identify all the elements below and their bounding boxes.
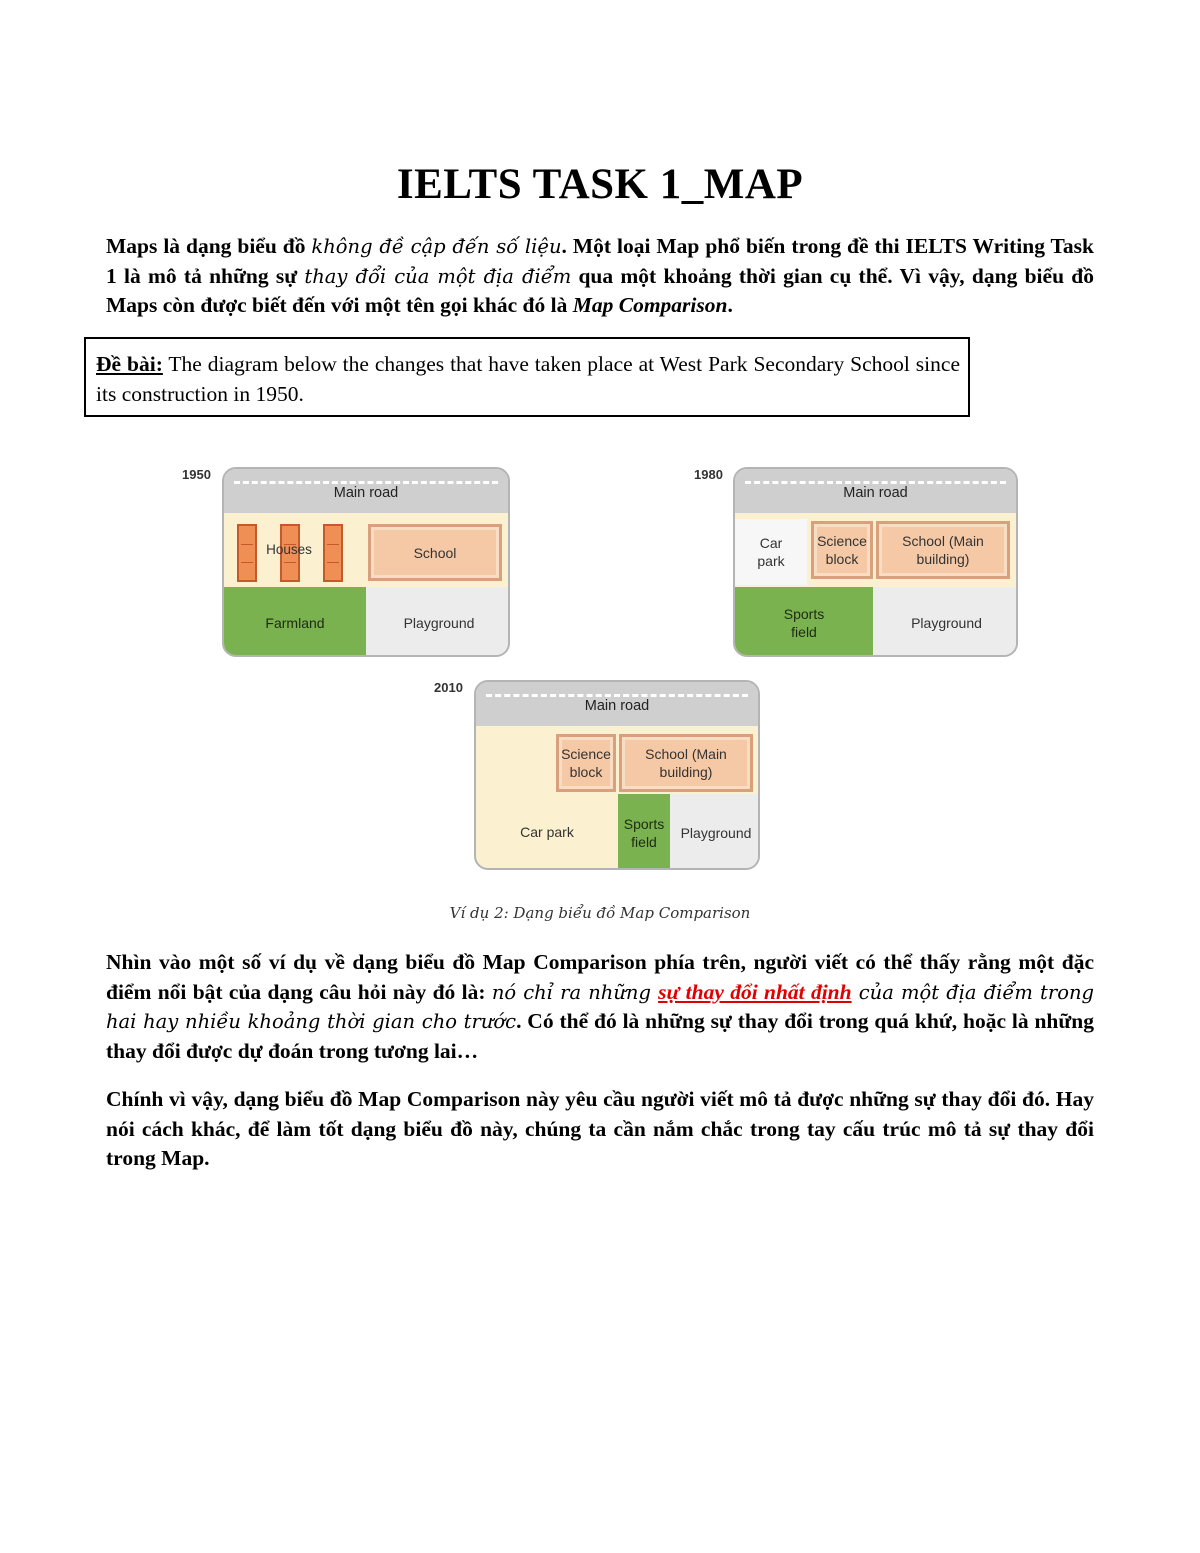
playground-area: Playground — [366, 587, 510, 657]
main-road — [735, 469, 1016, 513]
intro-text-4: . — [727, 293, 733, 317]
playground-area: Playground — [873, 587, 1018, 657]
intro-text-1: Maps là dạng biểu đồ — [106, 234, 312, 258]
figure-caption: Ví dụ 2: Dạng biểu đồ Map Comparison — [449, 904, 751, 922]
main-road-label: Main road — [584, 698, 650, 714]
para2-text-2: . Có thể đó là những sự thay đổi trong quá khứ, hoặc là những thay đổi được dự đoán trong tương lai… — [106, 1009, 1094, 1063]
main-road — [476, 682, 758, 726]
school-main-building: School (Main building) — [876, 521, 1010, 579]
intro-italic-1: không đề cập đến số liệu — [311, 235, 562, 258]
science-block-building: Science block — [556, 734, 616, 792]
year-1980: 1980 — [694, 467, 723, 482]
houses-label: Houses — [266, 542, 312, 557]
intro-text-2: . Một loại Map phổ biến trong đề thi IELTS Writing Task 1 là mô tả những sự — [106, 234, 1094, 288]
car-park-area: Car park — [520, 824, 574, 840]
science-block-building: Science block — [811, 521, 873, 579]
sports-field-area: Sports field — [735, 587, 873, 657]
year-2010: 2010 — [434, 680, 463, 695]
main-road-label: Main road — [333, 485, 399, 501]
map-1950 — [222, 467, 510, 657]
conclusion-paragraph: Chính vì vậy, dạng biểu đồ Map Comparison này yêu cầu người viết mô tả được những sự thay đổi đó. Hay nói cách khác, để làm tốt dạng biểu đồ này, chúng ta cần nắm chắc trong tay cấu trúc mô tả sự thay đổi trong Map. — [106, 1087, 1094, 1170]
page-title: IELTS TASK 1_MAP — [396, 161, 804, 208]
school-building: School — [368, 524, 502, 581]
para2-italic-1: nó chỉ ra những — [491, 980, 659, 1004]
year-1950: 1950 — [182, 467, 211, 482]
para2-italic-2: của một địa điểm trong hai hay nhiều khoảng thời gian cho trước — [106, 980, 1094, 1033]
task-body: The diagram below the changes that have taken place at West Park Secondary School since its construction in 1950. — [96, 352, 960, 406]
intro-paragraph — [106, 232, 1094, 321]
car-park-area: Car park — [735, 519, 807, 585]
main-road — [224, 469, 508, 513]
sports-field-area: Sports field — [618, 794, 670, 870]
analysis-paragraph — [106, 948, 1094, 1066]
intro-italic-2: thay đổi của một địa điểm — [304, 264, 572, 288]
map-2010 — [474, 680, 760, 870]
para2-text-1: Nhìn vào một số ví dụ về dạng biểu đồ Map Comparison phía trên, người viết có thể thấy rằng một đặc điểm nổi bật của dạng câu hỏi này đó là: — [106, 950, 1094, 1004]
school-main-building: School (Main building) — [619, 734, 753, 792]
farmland-area: Farmland — [224, 587, 366, 657]
intro-bold-italic: Map Comparison — [572, 293, 728, 317]
para2-highlight: sự thay đổi nhất định — [658, 979, 852, 1004]
main-road-label: Main road — [843, 485, 908, 501]
task-text — [96, 350, 960, 409]
playground-area: Playground — [670, 794, 760, 870]
intro-text-3: qua một khoảng thời gian cụ thể. Vì vậy, dạng biểu đồ Maps còn được biết đến với một tên gọi khác đó là — [106, 263, 1094, 317]
map-1980 — [733, 467, 1018, 657]
task-label: Đề bài: — [96, 352, 163, 376]
